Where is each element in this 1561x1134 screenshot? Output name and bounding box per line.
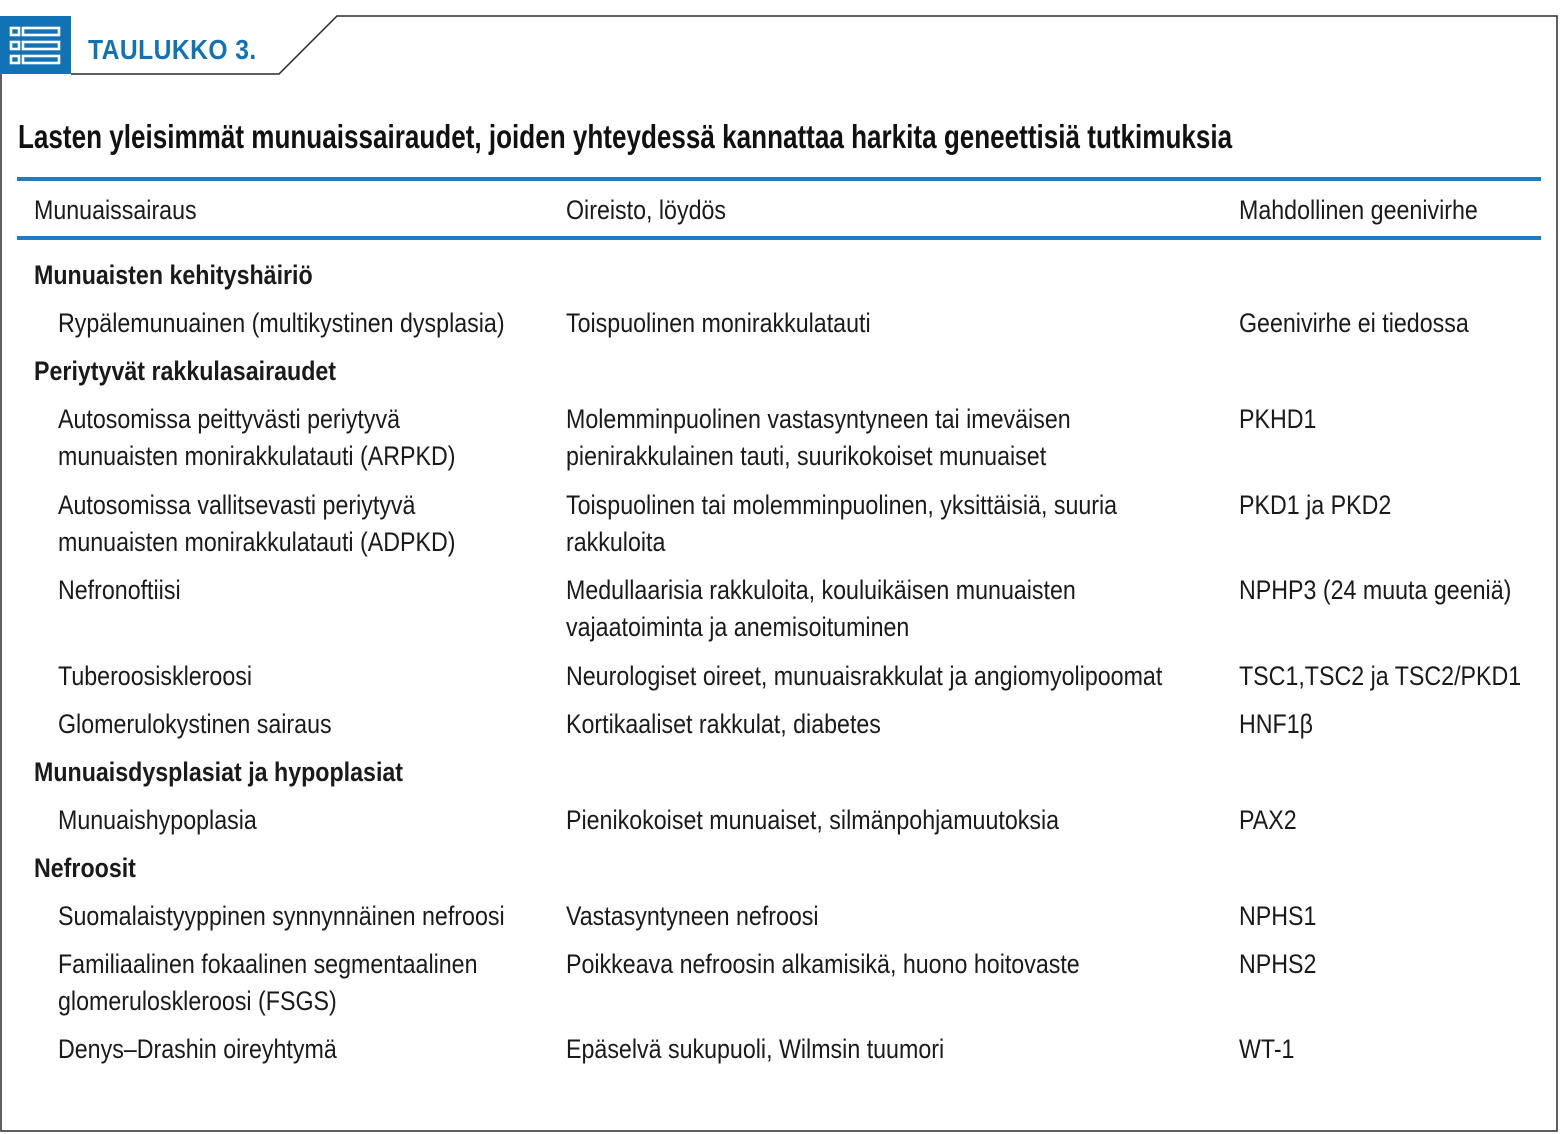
- disease-cell-line: Autosomissa vallitsevasti periytyvä: [58, 489, 416, 520]
- findings-cell-line: Medullaarisia rakkuloita, kouluikäisen munuaisten: [566, 575, 1076, 605]
- disease-cell: [58, 305, 505, 342]
- column-header-gene: Mahdollinen geenivirhe: [1239, 195, 1478, 225]
- findings-cell: [566, 305, 871, 342]
- header-bottom-rule: [17, 236, 1541, 240]
- group-heading: Munuaisdysplasiat ja hypoplasiat: [34, 756, 404, 787]
- disease-cell-line: Suomalaistyyppinen synnynnäinen nefroosi: [58, 900, 505, 931]
- findings-cell: [566, 1031, 944, 1068]
- findings-cell-line: Neurologiset oireet, munuaisrakkulat ja angiomyolipoomat: [566, 660, 1163, 691]
- gene-cell: PAX2: [1239, 804, 1297, 835]
- gene-cell: PKHD1: [1239, 404, 1317, 434]
- findings-cell: [566, 898, 819, 935]
- gene-cell: NPHS1: [1239, 900, 1317, 931]
- findings-cell: [566, 401, 1071, 475]
- column-header-disease: Munuaissairaus: [34, 195, 197, 225]
- disease-cell-line: Nefronoftiisi: [58, 575, 181, 605]
- findings-cell-line: Pienikokoiset munuaiset, silmänpohjamuutoksia: [566, 804, 1060, 835]
- findings-cell: [566, 802, 1059, 839]
- disease-cell-line: Tuberoosiskleroosi: [58, 660, 253, 691]
- disease-cell: [58, 572, 181, 609]
- findings-cell-line: Vastasyntyneen nefroosi: [566, 900, 819, 931]
- findings-cell: [566, 487, 1117, 561]
- disease-cell-line: Familiaalinen fokaalinen segmentaalinen: [58, 948, 478, 979]
- disease-cell-line: glomeruloskleroosi (FSGS): [58, 985, 337, 1016]
- gene-cell: NPHP3 (24 muuta geeniä): [1239, 575, 1512, 605]
- gene-cell: NPHS2: [1239, 948, 1317, 979]
- disease-cell: [58, 802, 257, 839]
- findings-cell: [566, 706, 881, 743]
- tab-badge: [0, 16, 71, 74]
- findings-cell-line: Poikkeava nefroosin alkamisikä, huono hoitovaste: [566, 948, 1080, 979]
- findings-cell-line: Toispuolinen tai molemminpuolinen, yksittäisiä, suuria: [566, 489, 1118, 520]
- group-heading: Periytyvät rakkulasairaudet: [34, 356, 337, 386]
- table-title: Lasten yleisimmät munuaissairaudet, joiden yhteydessä kannattaa harkita geneettisiä tutkimuksia: [18, 118, 1233, 155]
- disease-cell-line: munuaisten monirakkulatauti (ADPKD): [58, 526, 456, 557]
- disease-cell: [58, 1031, 337, 1068]
- group-heading: Munuaisten kehityshäiriö: [34, 260, 313, 290]
- disease-cell-line: Glomerulokystinen sairaus: [58, 708, 332, 739]
- header-top-rule: [17, 177, 1541, 181]
- table-icon: [9, 26, 61, 66]
- disease-cell: [58, 487, 455, 561]
- column-divider: [550, 181, 552, 236]
- disease-cell: [58, 706, 332, 743]
- disease-cell-line: Rypälemunuainen (multikystinen dysplasia): [58, 308, 505, 338]
- findings-cell-line: rakkuloita: [566, 526, 666, 557]
- findings-cell-line: vajaatoiminta ja anemisoituminen: [566, 612, 910, 642]
- findings-cell-line: pienirakkulainen tauti, suurikokoiset munuaiset: [566, 441, 1047, 471]
- disease-cell: [58, 658, 252, 695]
- column-divider: [1221, 181, 1223, 236]
- gene-cell: WT-1: [1239, 1034, 1295, 1064]
- gene-cell: TSC1,TSC2 ja TSC2/PKD1: [1239, 660, 1522, 691]
- disease-cell: [58, 898, 505, 935]
- findings-cell-line: Molemminpuolinen vastasyntyneen tai imeväisen: [566, 404, 1071, 434]
- disease-cell-line: Munuaishypoplasia: [58, 804, 257, 835]
- gene-cell: PKD1 ja PKD2: [1239, 489, 1392, 520]
- group-heading: Nefroosit: [34, 852, 136, 883]
- findings-cell: [566, 946, 1080, 983]
- disease-cell-line: Autosomissa peittyvästi periytyvä: [58, 404, 400, 434]
- table-number-label: TAULUKKO 3.: [88, 34, 257, 65]
- disease-cell: [58, 401, 455, 475]
- gene-cell: Geenivirhe ei tiedossa: [1239, 308, 1469, 338]
- findings-cell-line: Toispuolinen monirakkulatauti: [566, 308, 871, 338]
- disease-cell: [58, 946, 478, 1020]
- column-header-findings: Oireisto, löydös: [566, 195, 727, 225]
- findings-cell-line: Kortikaaliset rakkulat, diabetes: [566, 708, 881, 739]
- gene-cell: HNF1β: [1239, 708, 1314, 739]
- disease-cell-line: munuaisten monirakkulatauti (ARPKD): [58, 441, 456, 471]
- disease-cell-line: Denys–Drashin oireyhtymä: [58, 1034, 337, 1064]
- findings-cell-line: Epäselvä sukupuoli, Wilmsin tuumori: [566, 1034, 945, 1064]
- findings-cell: [566, 572, 1076, 646]
- findings-cell: [566, 658, 1162, 695]
